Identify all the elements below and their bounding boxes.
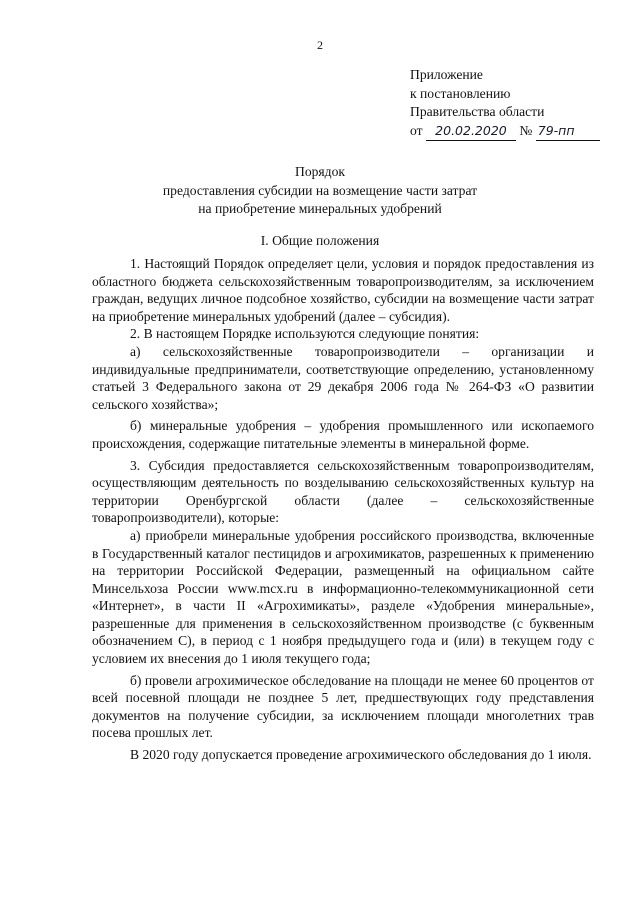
paragraph-3: 3. Субсидия предоставляется сельскохозяйственным товаропроизводителям, осуществляющим деятельность по возделыванию сельскохозяйственных культур на территории Оренбургской области (далее – сельскохозяйственные товаропроизводители), которые: [92, 457, 594, 526]
appendix-date-number-line [410, 122, 600, 142]
number-label: № [519, 122, 533, 138]
paragraph-2a: а) сельскохозяйственные товаропроизводители – организации и индивидуальные предприниматели, соответствующие определению, установленному статьей 3 Федерального закона от 29 декабря 2006 года № 264-ФЗ «О развитии сельского хозяйства»; [92, 343, 594, 412]
paragraph-3b: б) провели агрохимическое обследование на площади не менее 60 процентов от всей посевной площади не позднее 5 лет, предшествующих году представления документов на получение субсидии, за исключением площади многолетних трав посева прошлых лет. [92, 672, 594, 741]
title-line-1: Порядок [295, 164, 345, 179]
appendix-block [410, 66, 600, 141]
section-heading: I. Общие положения [260, 233, 380, 248]
paragraph-2: 2. В настоящем Порядке используются следующие понятия: [130, 326, 480, 342]
paragraph-3a: а) приобрели минеральные удобрения российского производства, включенные в Государственный каталог пестицидов и агрохимикатов, разрешенных к применению на территории Российской Федерации, размещенный на официальном сайте Минсельхоза России www.mcx.ru в информационно-телекоммуникационной сети «Интернет», в части II «Агрохимикаты», разделе «Удобрения минеральные», разрешенные для применения в сельскохозяйственном производстве (с буквенным обозначением С), в период с 1 ноября предыдущего года и (или) в текущем году с условием их внесения до 1 июля текущего года; [92, 527, 594, 667]
document-title [0, 163, 640, 219]
appendix-line-3: Правительства области [410, 104, 545, 119]
handwritten-number: 79-пп [536, 122, 600, 142]
title-line-3: на приобретение минеральных удобрений [198, 201, 442, 216]
paragraph-2b: б) минеральные удобрения – удобрения промышленного или ископаемого происхождения, содержащие питательные элементы в минеральной форме. [92, 418, 594, 451]
paragraph-1: 1. Настоящий Порядок определяет цели, условия и порядок предоставления из областного бюджета сельскохозяйственным товаропроизводителям, за исключением граждан, ведущих личное подсобное хозяйство, субсидии на возмещение части затрат на приобретение минеральных удобрений (далее – субсидия). [92, 256, 594, 324]
paragraph-4: В 2020 году допускается проведение агрохимического обследования до 1 июля. [130, 747, 592, 763]
appendix-line-1: Приложение [410, 67, 483, 82]
handwritten-date: 20.02.2020 [426, 122, 516, 142]
appendix-line-2: к постановлению [410, 85, 511, 101]
title-line-2: предоставления субсидии на возмещение части затрат [162, 182, 478, 198]
document-body [92, 255, 594, 764]
page-number: 2 [317, 38, 323, 52]
from-label: от [410, 122, 423, 138]
